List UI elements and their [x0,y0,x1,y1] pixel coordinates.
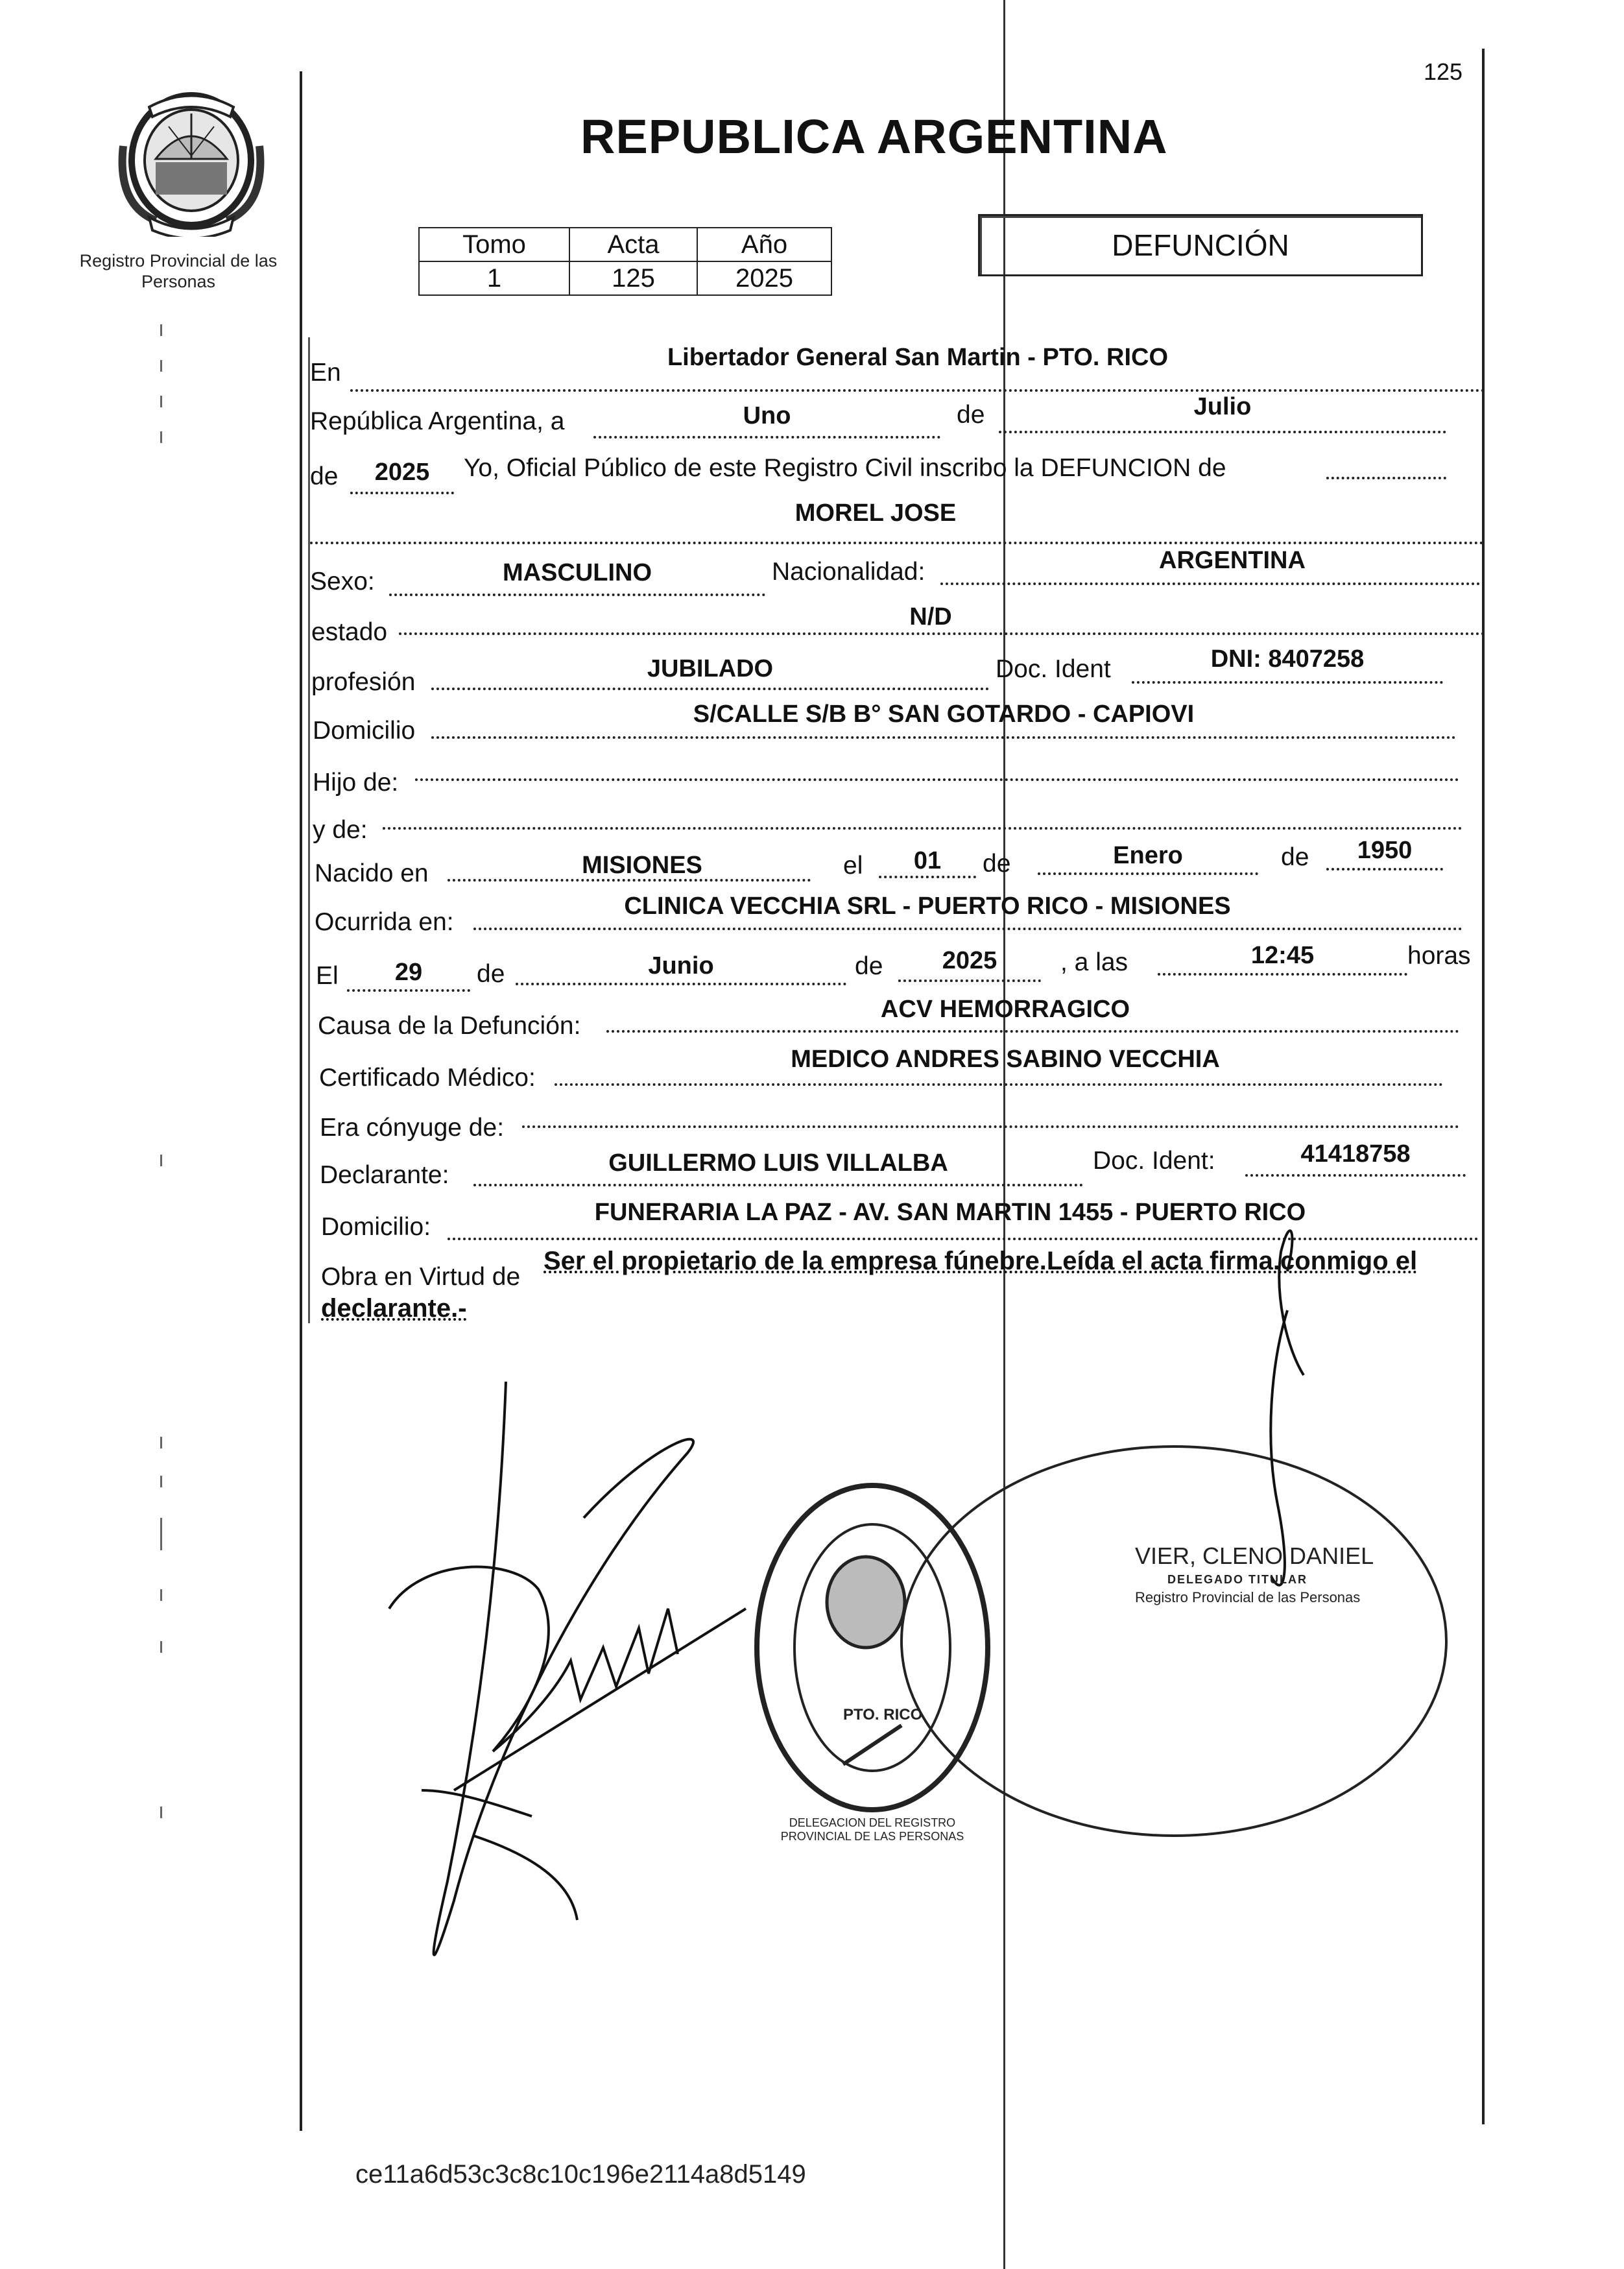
ocurrida-label: Ocurrida en: [315,908,454,936]
nacido-value: MISIONES [582,852,702,879]
certificado-value: MEDICO ANDRES SABINO VECCHIA [791,1046,1220,1073]
deceased-name: MOREL JOSE [794,499,957,527]
profesion-value: JUBILADO [647,655,774,682]
sexo-value: MASCULINO [502,559,652,586]
birth-year-value: 1950 [1357,837,1413,864]
death-time-value: 12:45 [1250,942,1315,969]
nacido-label: Nacido en [315,859,429,887]
death-year-value: 2025 [942,947,997,974]
tomo-header: Tomo [419,228,569,261]
official-org: Registro Provincial de las Personas [1135,1589,1361,1605]
domicilio2-label: Domicilio: [321,1213,431,1241]
official-oval-stamp-icon [902,1447,1446,1836]
en-label: En [310,359,341,387]
nacionalidad-value: ARGENTINA [1159,547,1306,574]
obra-line2: declarante.- [321,1294,467,1323]
anio-header: Año [697,228,831,261]
page-title: REPUBLICA ARGENTINA [580,110,1168,163]
day-value: Uno [743,402,791,429]
de2-label: de [310,462,339,490]
doc-ident-label: Doc. Ident [996,655,1111,683]
de4-label: de [1281,843,1309,871]
tomo-value: 1 [419,261,569,295]
domicilio-value: S/CALLE S/B B° SAN GOTARDO - CAPIOVI [693,701,1195,728]
acta-value: 125 [569,261,697,295]
declarante-signature-icon [389,1382,746,1955]
nacionalidad-label: Nacionalidad: [772,558,925,586]
causa-label: Causa de la Defunción: [318,1012,581,1040]
declarante-value: GUILLERMO LUIS VILLALBA [608,1149,948,1177]
anio-value: 2025 [697,261,831,295]
obra-line1: Ser el propietario de la empresa fúnebre.Leída el acta firma.conmigo el [543,1247,1418,1275]
official-role: DELEGADO TITULAR [1167,1573,1308,1586]
declarante-domicilio-value: FUNERARIA LA PAZ - AV. SAN MARTIN 1455 - PUERTO RICO [594,1199,1306,1226]
agency-name: Registro Provincial de las Personas [79,251,278,291]
official-signature-icon [1271,1231,1304,1585]
document-hash: ce11a6d53c3c8c10c196e2114a8d5149 [355,2160,806,2189]
hijo-label: Hijo de: [313,769,399,797]
place-value: Libertador General San Martin - PTO. RICO [667,344,1169,371]
profesion-label: profesión [311,668,416,696]
y-de-label: y de: [313,816,368,844]
birth-month-value: Enero [1113,842,1183,869]
alas-label: , a las [1060,948,1128,976]
margin-tick [160,360,162,372]
margin-tick [160,431,162,443]
margin-tick [160,324,162,336]
margin-tick [160,1518,162,1550]
round-seal-text: DELEGACION DEL REGISTRO PROVINCIAL DE LAS PERSONAS [780,1816,964,1843]
month-value: Julio [1193,393,1252,420]
birth-day-value: 01 [913,847,942,874]
acta-header: Acta [569,228,697,261]
de5-label: de [477,960,505,988]
declarante-doc-value: 41418758 [1300,1140,1411,1168]
year-value: 2025 [374,459,430,486]
republica-label: República Argentina, a [310,407,565,435]
de6-label: de [855,952,883,980]
ocurrida-value: CLINICA VECCHIA SRL - PUERTO RICO - MISIONES [624,893,1231,920]
page-number: 125 [1424,58,1463,85]
margin-tick [160,1476,162,1487]
round-seal-place: PTO. RICO [843,1706,923,1723]
sexo-label: Sexo: [310,568,375,595]
certificado-label: Certificado Médico: [319,1064,536,1092]
obra-label: Obra en Virtud de [321,1263,521,1291]
record-type: DEFUNCIÓN [1112,228,1289,262]
margin-tick [160,1807,162,1818]
conyuge-label: Era cónyuge de: [320,1114,505,1142]
declarante-label: Declarante: [320,1161,449,1189]
death-month-value: Junio [648,952,714,979]
causa-value: ACV HEMORRAGICO [880,996,1130,1023]
domicilio-label: Domicilio [313,717,416,745]
estado-value: N/D [909,603,952,630]
horas-label: horas [1407,942,1471,970]
margin-tick [160,1589,162,1601]
de-label: de [957,401,985,429]
registry-oval-seal-icon [757,1485,988,1810]
margin-tick [160,1641,162,1653]
official-name: VIER, CLENO DANIEL [1135,1543,1374,1569]
margin-tick [160,1155,162,1166]
el2-label: El [316,962,339,990]
doc-ident-value: DNI: 8407258 [1210,645,1365,673]
doc-ident2-label: Doc. Ident: [1093,1147,1215,1175]
de3-label: de [983,850,1011,878]
margin-tick [160,1437,162,1448]
el-label: el [843,852,863,880]
death-day-value: 29 [394,959,423,986]
margin-tick [160,396,162,407]
estado-label: estado [311,618,388,646]
officer-text: Yo, Oficial Público de este Registro Civil inscribo la DEFUNCION de [464,454,1226,482]
